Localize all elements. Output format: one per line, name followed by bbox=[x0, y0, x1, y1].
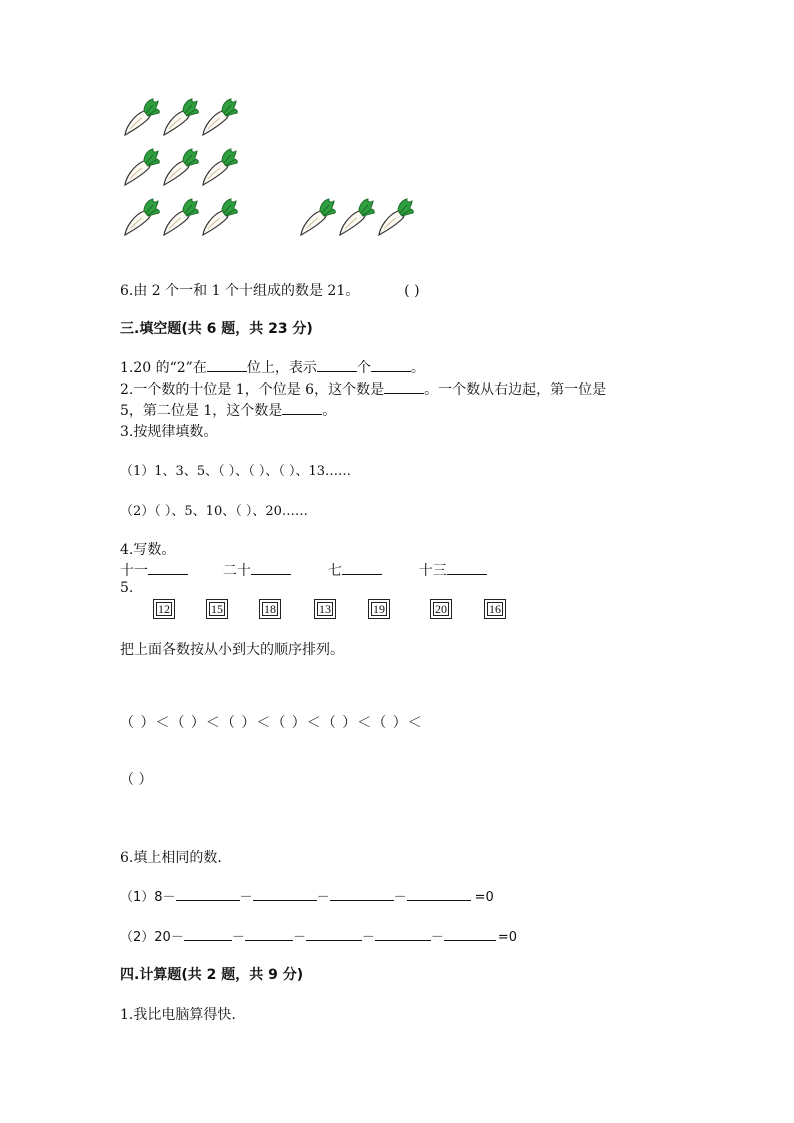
number-word: 七 bbox=[327, 563, 342, 579]
answer-blank[interactable] bbox=[330, 886, 394, 901]
number-box: 15 bbox=[206, 599, 228, 619]
radish-icon bbox=[122, 147, 162, 187]
same-number-row-1 bbox=[120, 886, 494, 905]
answer-blank[interactable] bbox=[148, 560, 188, 575]
number-box: 16 bbox=[484, 599, 506, 619]
answer-blank[interactable] bbox=[447, 560, 487, 575]
minus-sign: － bbox=[430, 930, 444, 945]
row-label: （1）8－ bbox=[120, 890, 176, 905]
answer-blank[interactable] bbox=[184, 926, 232, 941]
answer-blank[interactable] bbox=[282, 400, 322, 415]
q1-text-c: 个 bbox=[356, 360, 371, 376]
answer-blank[interactable] bbox=[444, 926, 496, 941]
radish-icon bbox=[337, 197, 377, 237]
radish-icon bbox=[200, 147, 240, 187]
question-text: 6.由 2 个一和 1 个十组成的数是 21。 bbox=[120, 283, 360, 299]
radish-icon bbox=[200, 97, 240, 137]
answer-blank[interactable] bbox=[407, 886, 471, 901]
minus-sign: － bbox=[316, 890, 330, 905]
section-3-title: 三.填空题(共 6 题，共 23 分) bbox=[120, 321, 313, 337]
radish-icon bbox=[122, 97, 162, 137]
write-number-row bbox=[120, 560, 487, 580]
calc-question-1: 1.我比电脑算得快. bbox=[120, 1007, 236, 1023]
row-label: （2）20－ bbox=[120, 930, 184, 945]
pattern-row-2[interactable]: （2）（ ）、5、10、（ ）、20…… bbox=[120, 504, 308, 519]
answer-blank[interactable] bbox=[253, 886, 317, 901]
order-last[interactable]: （ ） bbox=[120, 772, 153, 788]
number-box: 13 bbox=[314, 599, 336, 619]
q2-text: 。 bbox=[322, 403, 337, 419]
minus-sign: － bbox=[361, 930, 375, 945]
radish-icon bbox=[161, 147, 201, 187]
order-row[interactable]: （ ）＜（ ）＜（ ）＜（ ）＜（ ）＜（ ）＜ bbox=[120, 715, 423, 731]
fill-question-3-title: 3.按规律填数。 bbox=[120, 424, 218, 440]
answer-blank[interactable] bbox=[317, 357, 357, 372]
answer-blank[interactable] bbox=[306, 926, 362, 941]
q1-text-d: 。 bbox=[410, 360, 425, 376]
radish-icon bbox=[200, 197, 240, 237]
fill-question-1 bbox=[120, 357, 425, 377]
section-4-title: 四.计算题(共 2 题，共 9 分) bbox=[120, 967, 304, 983]
radish-icon bbox=[376, 197, 416, 237]
answer-blank[interactable] bbox=[207, 357, 247, 372]
fill-question-5-title: 5. bbox=[120, 580, 134, 596]
minus-sign: － bbox=[231, 930, 245, 945]
fill-question-4-title: 4.写数。 bbox=[120, 542, 176, 558]
equals-zero: =0 bbox=[474, 890, 494, 905]
fill-question-2-line-2 bbox=[120, 400, 336, 420]
fill-question-2-line-1 bbox=[120, 379, 606, 399]
q2-text: 5，第二位是 1，这个数是 bbox=[120, 403, 283, 419]
number-box: 20 bbox=[430, 599, 452, 619]
same-number-row-2 bbox=[120, 926, 517, 945]
number-box: 12 bbox=[153, 599, 175, 619]
order-instruction: 把上面各数按从小到大的顺序排列。 bbox=[120, 642, 344, 658]
answer-blank[interactable] bbox=[384, 379, 424, 394]
radish-icon bbox=[298, 197, 338, 237]
radish-icon bbox=[161, 197, 201, 237]
q1-text-b: 位上，表示 bbox=[246, 360, 317, 376]
number-word: 二十 bbox=[222, 563, 251, 579]
answer-blank[interactable] bbox=[176, 886, 240, 901]
number-word: 十三 bbox=[418, 563, 447, 579]
answer-paren[interactable]: ( ) bbox=[404, 283, 420, 299]
judge-question-6 bbox=[120, 280, 420, 300]
radish-icon bbox=[161, 97, 201, 137]
minus-sign: － bbox=[292, 930, 306, 945]
q1-text-a: 1.20 的“2”在 bbox=[120, 360, 207, 376]
number-word: 十一 bbox=[120, 563, 148, 579]
equals-zero: =0 bbox=[497, 930, 518, 945]
number-box: 19 bbox=[368, 599, 390, 619]
number-box: 18 bbox=[259, 599, 281, 619]
q2-text: 。一个数从右边起，第一位是 bbox=[424, 382, 607, 398]
answer-blank[interactable] bbox=[251, 560, 291, 575]
q2-text: 2.一个数的十位是 1，个位是 6，这个数是 bbox=[120, 382, 385, 398]
minus-sign: － bbox=[239, 890, 253, 905]
radish-icon bbox=[122, 197, 162, 237]
pattern-row-1[interactable]: （1）1、3、5、（ ）、（ ）、（ ）、13…… bbox=[120, 464, 352, 479]
answer-blank[interactable] bbox=[371, 357, 411, 372]
answer-blank[interactable] bbox=[342, 560, 382, 575]
fill-question-6-title: 6.填上相同的数. bbox=[120, 850, 222, 866]
answer-blank[interactable] bbox=[245, 926, 293, 941]
answer-blank[interactable] bbox=[375, 926, 431, 941]
minus-sign: － bbox=[393, 890, 407, 905]
